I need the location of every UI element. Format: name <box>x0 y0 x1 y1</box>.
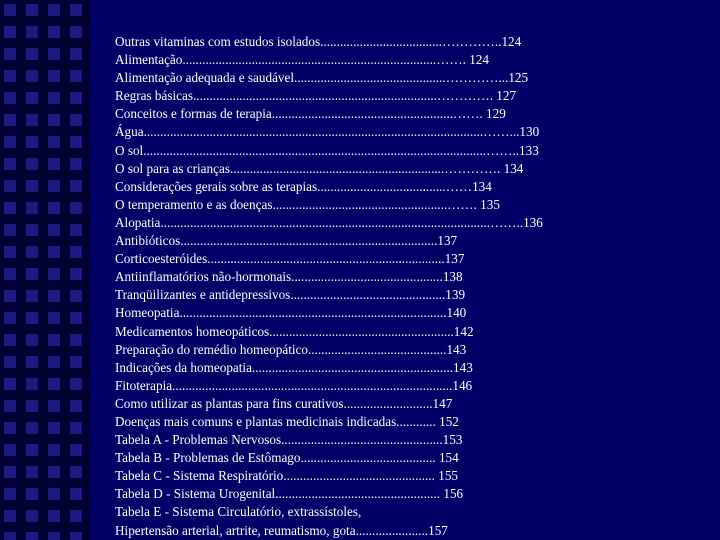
decorative-square <box>48 334 60 346</box>
decorative-square <box>26 334 38 346</box>
toc-entry: Alopatia....................................................................................................……..136 <box>115 214 543 230</box>
decorative-square <box>26 444 38 456</box>
decorative-square <box>70 466 82 478</box>
decorative-square <box>70 114 82 126</box>
decorative-square <box>70 510 82 522</box>
decorative-square <box>4 136 16 148</box>
decorative-square <box>70 180 82 192</box>
decorative-square <box>26 378 38 390</box>
decorative-square <box>4 532 16 540</box>
toc-entry: Preparação do remédio homeopático..........................................143 <box>115 341 467 357</box>
decorative-square <box>4 48 16 60</box>
decorative-square <box>48 70 60 82</box>
decorative-square <box>26 224 38 236</box>
toc-entry: Outras vitaminas com estudos isolados.....................................…………..124 <box>115 34 522 49</box>
decorative-square <box>70 48 82 60</box>
toc-entry: O temperamento e as doenças.....................................................……. 135 <box>115 196 500 212</box>
decorative-square <box>48 48 60 60</box>
decorative-square <box>4 158 16 170</box>
toc-entry: Tabela D - Sistema Urogenital.................................................. 156 <box>115 486 464 502</box>
decorative-square <box>70 356 82 368</box>
toc-entry: Antiinflamatórios não-hormonais..............................................138 <box>115 269 463 285</box>
decorative-square <box>70 268 82 280</box>
decorative-square <box>26 466 38 478</box>
toc-entry: Conceitos e formas de terapia.......................................................……. 129 <box>115 106 506 122</box>
decorative-square <box>26 422 38 434</box>
decorative-square <box>48 400 60 412</box>
decorative-square <box>26 158 38 170</box>
toc-entry: Tranqüilizantes e antidepressivos...............................................139 <box>115 287 466 303</box>
decorative-square <box>70 202 82 214</box>
toc-entry: Homeopatia.................................................................................140 <box>115 305 467 321</box>
decorative-square <box>26 246 38 258</box>
toc-entry: Hipertensão arterial, artrite, reumatismo, gota......................157 <box>115 522 448 538</box>
toc-entry: Água.......................................................................................................……...130 <box>115 124 540 140</box>
decorative-square <box>4 224 16 236</box>
decorative-square <box>70 136 82 148</box>
decorative-square <box>48 4 60 16</box>
decorative-square <box>48 114 60 126</box>
decorative-square <box>70 70 82 82</box>
decorative-square <box>26 202 38 214</box>
decorative-square <box>48 224 60 236</box>
decorative-square <box>48 290 60 302</box>
decorative-square <box>4 400 16 412</box>
decorative-square <box>4 356 16 368</box>
toc-entry: Alimentação adequada e saudável..............................................…………...125 <box>115 70 529 86</box>
toc-entry: Medicamentos homeopáticos........................................................142 <box>115 323 474 339</box>
decorative-square <box>4 70 16 82</box>
decorative-square <box>48 312 60 324</box>
decorative-square <box>70 400 82 412</box>
decorative-square <box>4 180 16 192</box>
decorative-square <box>48 268 60 280</box>
decorative-square <box>70 312 82 324</box>
decorative-square <box>26 92 38 104</box>
decorative-square <box>70 290 82 302</box>
decorative-square <box>48 180 60 192</box>
decorative-square <box>4 312 16 324</box>
decorative-square <box>48 422 60 434</box>
toc-entry: Doenças mais comuns e plantas medicinais indicadas............ 152 <box>115 413 459 429</box>
decorative-square <box>70 378 82 390</box>
decorative-square <box>48 510 60 522</box>
decorative-square <box>26 268 38 280</box>
decorative-square <box>26 400 38 412</box>
decorative-square <box>48 466 60 478</box>
decorative-square <box>4 202 16 214</box>
toc-entry: Regras básicas..........................................................................…………. 127 <box>115 88 517 104</box>
decorative-square <box>48 246 60 258</box>
decorative-square <box>26 290 38 302</box>
decorative-square <box>4 510 16 522</box>
decorative-square <box>48 488 60 500</box>
toc-entry: Indicações da homeopatia.............................................................143 <box>115 359 473 375</box>
toc-entry: Tabela E - Sistema Circulatório, extrassístoles, <box>115 504 362 520</box>
decorative-square <box>26 136 38 148</box>
decorative-square <box>48 158 60 170</box>
decorative-square <box>26 114 38 126</box>
decorative-square <box>70 4 82 16</box>
decorative-square <box>70 444 82 456</box>
decorative-square <box>70 158 82 170</box>
decorative-square <box>48 532 60 540</box>
decorative-square <box>4 290 16 302</box>
toc-entry: Corticoesteróides........................................................................137 <box>115 251 465 267</box>
decorative-square <box>26 48 38 60</box>
decorative-square <box>26 180 38 192</box>
decorative-square <box>4 378 16 390</box>
decorative-square <box>48 26 60 38</box>
decorative-square <box>26 488 38 500</box>
decorative-square <box>48 356 60 368</box>
decorative-square <box>4 466 16 478</box>
decorative-square <box>4 114 16 126</box>
decorative-square <box>70 224 82 236</box>
toc-entry: O sol........................................................................................................……..133 <box>115 142 539 158</box>
toc-entry: Tabela C - Sistema Respiratório.............................................. 155 <box>115 468 459 484</box>
decorative-square <box>26 356 38 368</box>
toc-entry: Tabela A - Problemas Nervosos.................................................153 <box>115 432 463 448</box>
decorative-square <box>26 510 38 522</box>
decorative-square <box>4 4 16 16</box>
decorative-square <box>70 334 82 346</box>
toc-entry: Tabela B - Problemas de Estômago......................................... 154 <box>115 450 459 466</box>
toc-entry: Considerações gerais sobre as terapias.......................................……134 <box>115 178 492 194</box>
decorative-square <box>4 92 16 104</box>
decorative-square <box>70 488 82 500</box>
toc-entry: Como utilizar as plantas para fins curativos...........................147 <box>115 395 453 411</box>
decorative-square <box>4 444 16 456</box>
decorative-square <box>48 92 60 104</box>
decorative-square <box>4 334 16 346</box>
toc-entry: Antibióticos..............................................................................137 <box>115 233 458 249</box>
decorative-square <box>26 4 38 16</box>
decorative-square <box>70 246 82 258</box>
decorative-square <box>70 422 82 434</box>
decorative-square <box>48 136 60 148</box>
decorative-square <box>26 26 38 38</box>
toc-entry: Fitoterapia.....................................................................................146 <box>115 377 473 393</box>
decorative-strip <box>0 0 90 540</box>
decorative-square <box>26 70 38 82</box>
toc-entry: O sol para as crianças.................................................................…………. 134 <box>115 160 524 176</box>
decorative-square <box>4 246 16 258</box>
decorative-square <box>26 532 38 540</box>
toc-entry: Alimentação.............................................................................……. 124 <box>115 52 489 68</box>
table-of-contents <box>115 33 715 540</box>
decorative-square <box>4 488 16 500</box>
decorative-square <box>4 422 16 434</box>
decorative-square <box>70 532 82 540</box>
decorative-square <box>48 444 60 456</box>
decorative-square <box>70 92 82 104</box>
decorative-square <box>4 26 16 38</box>
decorative-square <box>26 312 38 324</box>
decorative-square <box>48 202 60 214</box>
decorative-square <box>70 26 82 38</box>
decorative-square <box>48 378 60 390</box>
decorative-square <box>4 268 16 280</box>
